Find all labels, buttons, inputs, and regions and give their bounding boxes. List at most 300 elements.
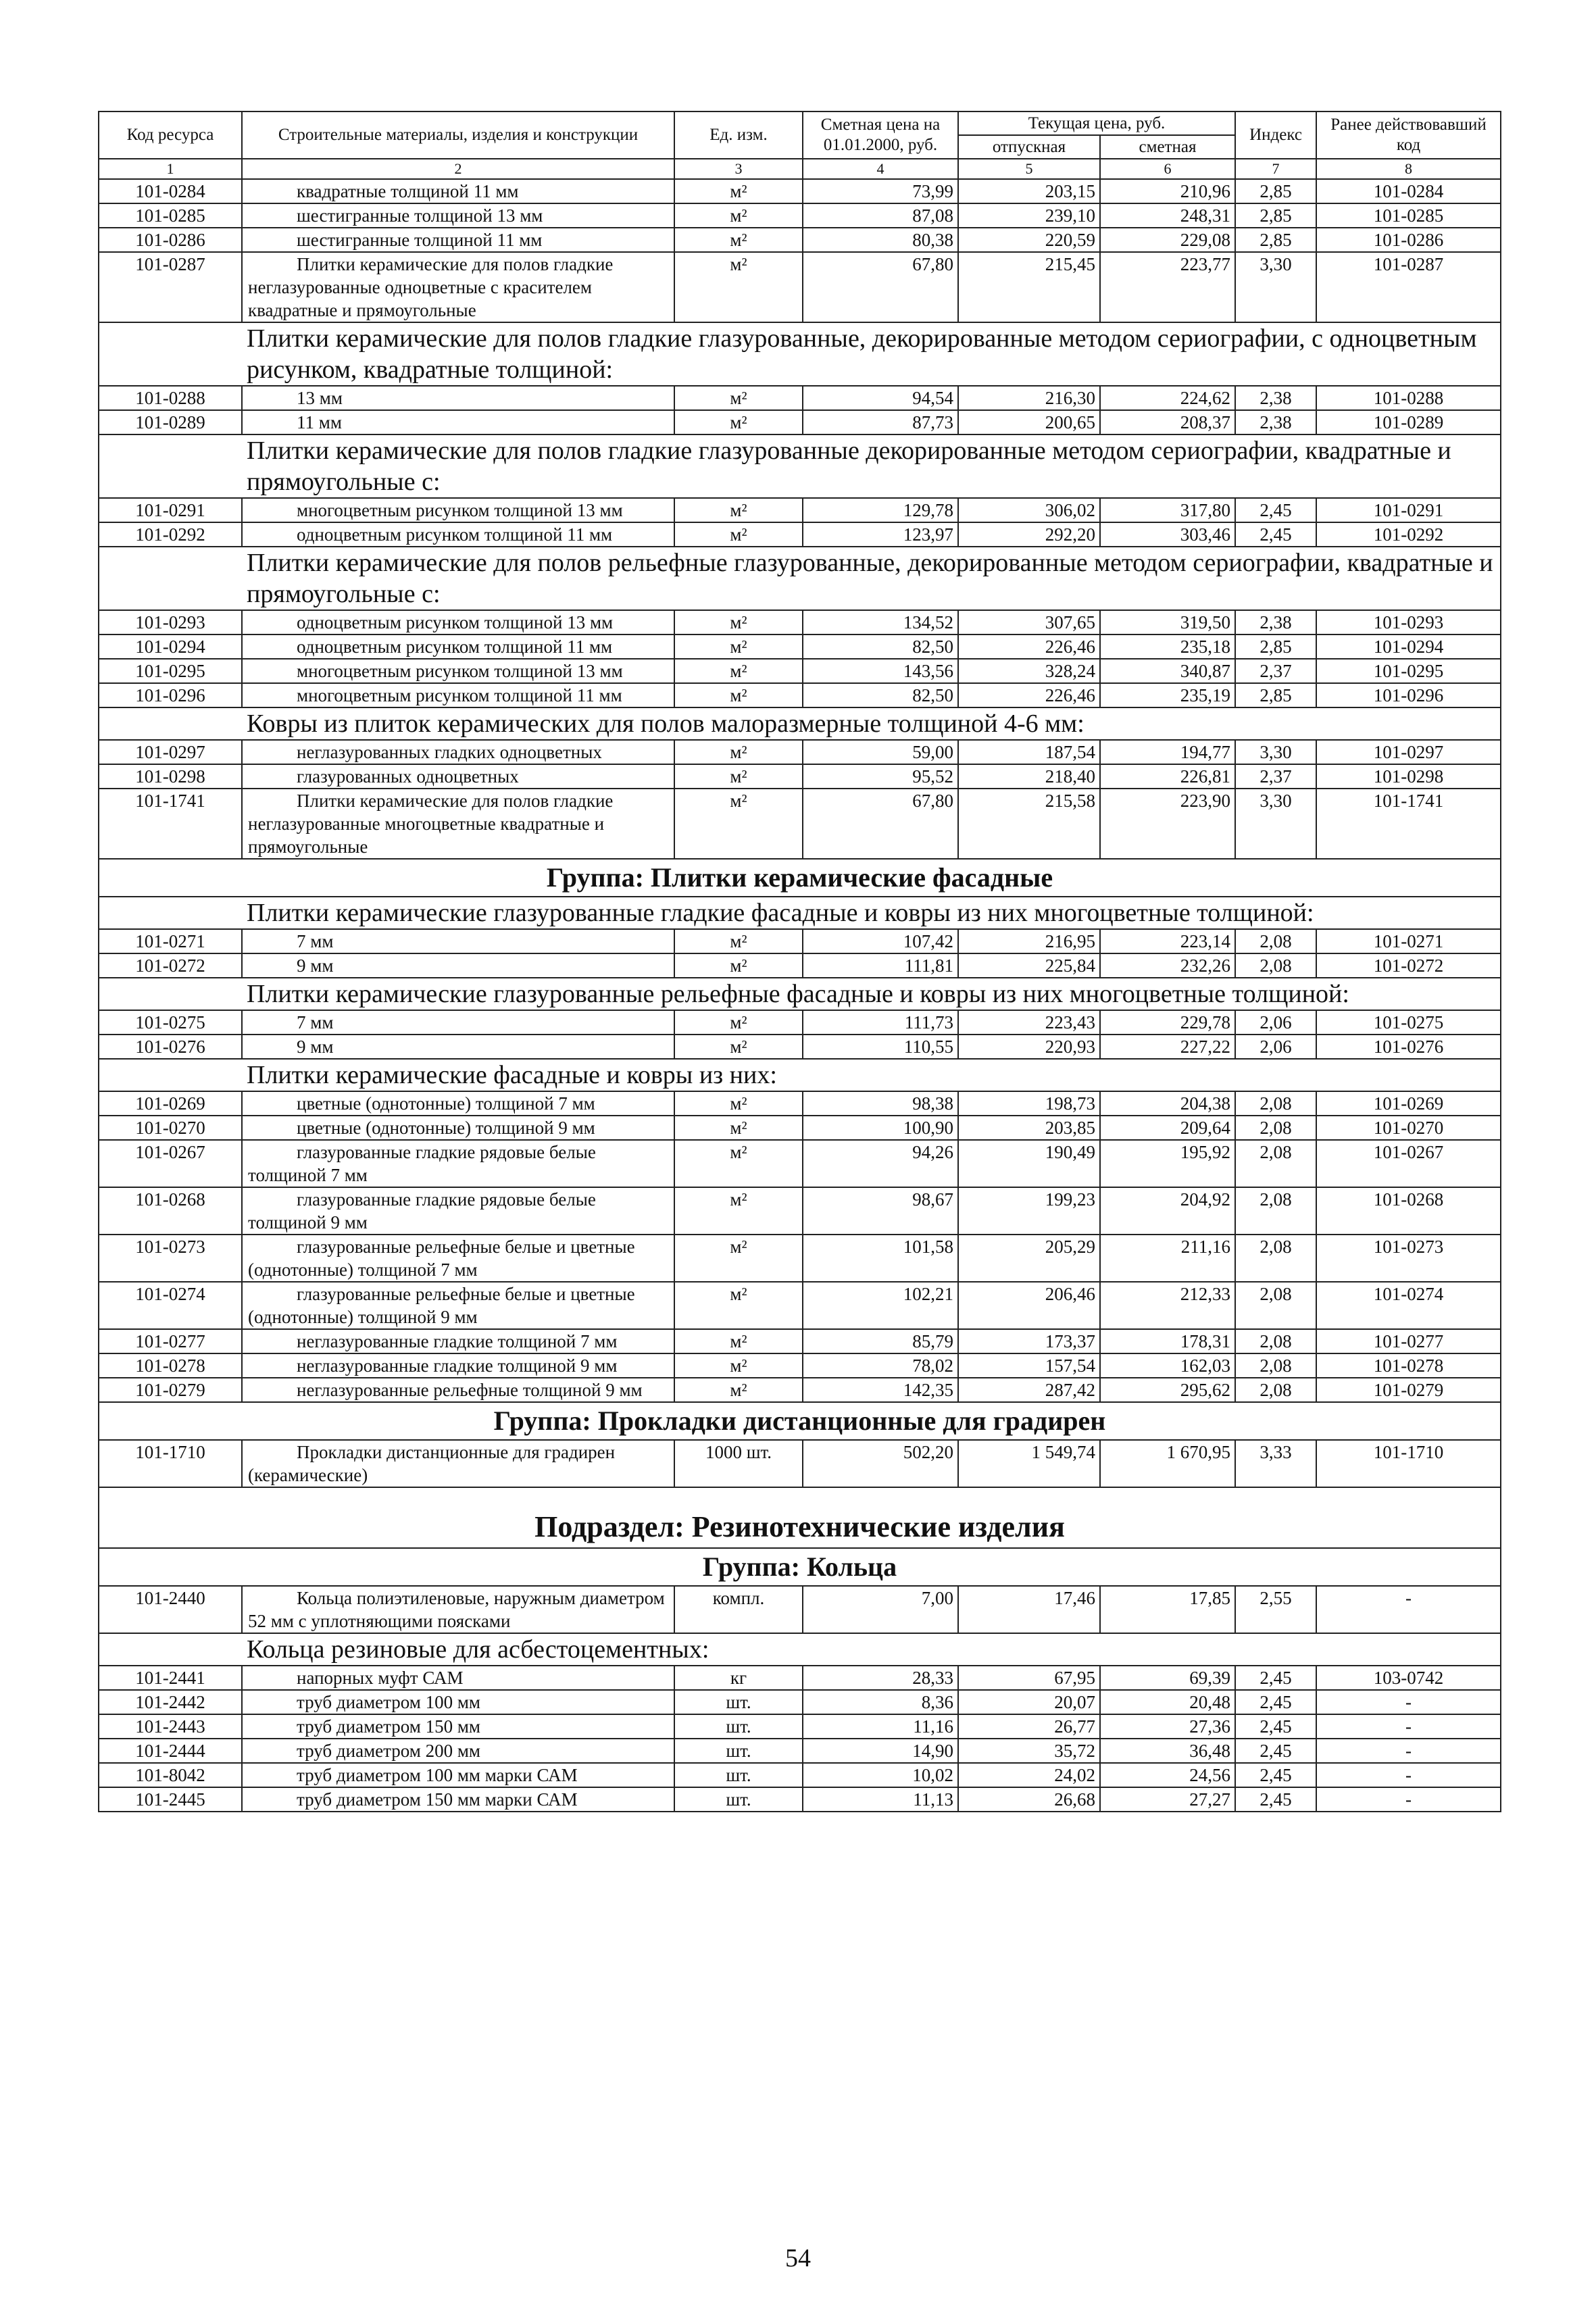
base-price: 8,36 <box>803 1690 958 1714</box>
material-name <box>242 1235 674 1282</box>
material-name-text: многоцветным рисунком толщиной 13 мм <box>297 500 623 520</box>
section-heading-row <box>99 547 1501 610</box>
header-old-code: Ранее действовавший код <box>1316 111 1501 159</box>
price-index: 2,08 <box>1235 1329 1316 1353</box>
old-code: 101-0270 <box>1316 1116 1501 1140</box>
price-index: 2,08 <box>1235 1140 1316 1187</box>
price-index: 2,08 <box>1235 1091 1316 1116</box>
resource-code: 101-0268 <box>99 1187 242 1235</box>
price-index: 3,30 <box>1235 789 1316 859</box>
resource-code: 101-0295 <box>99 659 242 683</box>
sell-price: 187,54 <box>958 740 1100 764</box>
header-sell-price: отпускная <box>958 135 1100 159</box>
material-name <box>242 1440 674 1487</box>
price-index: 2,85 <box>1235 634 1316 659</box>
unit: м² <box>674 1378 803 1402</box>
base-price: 82,50 <box>803 683 958 707</box>
group-heading: Группа: Кольца <box>99 1548 1501 1586</box>
sell-price: 307,65 <box>958 610 1100 634</box>
material-name-text: Кольца полиэтиленовые, наружным диаметром 52 мм с уплотняющими поясками <box>248 1588 665 1631</box>
sell-price: 157,54 <box>958 1353 1100 1378</box>
table-row <box>99 764 1501 789</box>
unit: м² <box>674 764 803 789</box>
price-index: 2,08 <box>1235 1353 1316 1378</box>
base-price: 85,79 <box>803 1329 958 1353</box>
old-code: - <box>1316 1739 1501 1763</box>
header-resource-code: Код ресурса <box>99 111 242 159</box>
table-row <box>99 1690 1501 1714</box>
base-price: 98,38 <box>803 1091 958 1116</box>
table-row <box>99 789 1501 859</box>
price-index: 2,45 <box>1235 1763 1316 1787</box>
unit: м² <box>674 498 803 522</box>
header-index: Индекс <box>1235 111 1316 159</box>
old-code: 101-0292 <box>1316 522 1501 547</box>
material-name-text: неглазурованные рельефные толщиной 9 мм <box>297 1380 643 1400</box>
est-price: 194,77 <box>1100 740 1235 764</box>
sell-price: 220,59 <box>958 228 1100 252</box>
unit: м² <box>674 410 803 434</box>
est-price: 223,14 <box>1100 929 1235 953</box>
sell-price: 216,95 <box>958 929 1100 953</box>
base-price: 10,02 <box>803 1763 958 1787</box>
base-price: 101,58 <box>803 1235 958 1282</box>
price-index: 2,37 <box>1235 764 1316 789</box>
material-name <box>242 953 674 978</box>
est-price: 204,38 <box>1100 1091 1235 1116</box>
est-price: 209,64 <box>1100 1116 1235 1140</box>
base-price: 82,50 <box>803 634 958 659</box>
sell-price: 35,72 <box>958 1739 1100 1763</box>
material-name <box>242 740 674 764</box>
old-code: 101-0274 <box>1316 1282 1501 1329</box>
material-name <box>242 1010 674 1035</box>
est-price: 303,46 <box>1100 522 1235 547</box>
table-row <box>99 1739 1501 1763</box>
column-number: 2 <box>242 159 674 179</box>
sell-price: 26,68 <box>958 1787 1100 1812</box>
unit: м² <box>674 179 803 203</box>
price-index: 2,08 <box>1235 1282 1316 1329</box>
material-name <box>242 203 674 228</box>
unit: м² <box>674 634 803 659</box>
material-name <box>242 789 674 859</box>
sell-price: 220,93 <box>958 1035 1100 1059</box>
resource-code: 101-0286 <box>99 228 242 252</box>
est-price: 178,31 <box>1100 1329 1235 1353</box>
material-name-text: одноцветным рисунком толщиной 11 мм <box>297 637 613 657</box>
section-heading-row <box>99 707 1501 740</box>
sell-price: 20,07 <box>958 1690 1100 1714</box>
resource-code: 101-0275 <box>99 1010 242 1035</box>
resource-code: 101-2444 <box>99 1739 242 1763</box>
material-name <box>242 1666 674 1690</box>
unit: м² <box>674 1353 803 1378</box>
material-name-text: глазурованные гладкие рядовые белые толщиной 7 мм <box>248 1142 596 1185</box>
old-code: - <box>1316 1690 1501 1714</box>
material-name-text: неглазурованные гладкие толщиной 9 мм <box>297 1355 618 1376</box>
material-name <box>242 610 674 634</box>
unit: м² <box>674 203 803 228</box>
sell-price: 216,30 <box>958 386 1100 410</box>
price-index: 2,85 <box>1235 683 1316 707</box>
est-price: 226,81 <box>1100 764 1235 789</box>
est-price: 223,90 <box>1100 789 1235 859</box>
price-index: 2,38 <box>1235 410 1316 434</box>
material-name-text: труб диаметром 100 мм марки САМ <box>297 1765 578 1785</box>
base-price: 28,33 <box>803 1666 958 1690</box>
material-name-text: шестигранные толщиной 13 мм <box>297 205 543 226</box>
base-price: 102,21 <box>803 1282 958 1329</box>
material-name <box>242 1116 674 1140</box>
table-row <box>99 1187 1501 1235</box>
material-name <box>242 1187 674 1235</box>
est-price: 340,87 <box>1100 659 1235 683</box>
sell-price: 218,40 <box>958 764 1100 789</box>
material-name-text: Плитки керамические для полов гладкие неглазурованные одноцветные с красителем квадратные и прямоугольные <box>248 254 614 320</box>
base-price: 59,00 <box>803 740 958 764</box>
price-index: 2,45 <box>1235 1666 1316 1690</box>
old-code: - <box>1316 1787 1501 1812</box>
material-name-text: 9 мм <box>297 1037 334 1057</box>
material-name-text: труб диаметром 150 мм <box>297 1716 481 1737</box>
table-row <box>99 929 1501 953</box>
price-table-sheet <box>98 111 1500 1812</box>
unit: м² <box>674 1035 803 1059</box>
material-name <box>242 1140 674 1187</box>
base-price: 143,56 <box>803 659 958 683</box>
subsection-heading: Подраздел: Резинотехнические изделия <box>99 1487 1501 1548</box>
column-number: 7 <box>1235 159 1316 179</box>
base-price: 14,90 <box>803 1739 958 1763</box>
old-code: 101-0298 <box>1316 764 1501 789</box>
material-name <box>242 228 674 252</box>
base-price: 142,35 <box>803 1378 958 1402</box>
header-materials: Строительные материалы, изделия и конструкции <box>242 111 674 159</box>
base-price: 73,99 <box>803 179 958 203</box>
est-price: 27,27 <box>1100 1787 1235 1812</box>
old-code: 101-0272 <box>1316 953 1501 978</box>
header-est-price: сметная <box>1100 135 1235 159</box>
table-row <box>99 498 1501 522</box>
section-heading-row <box>99 897 1501 929</box>
unit: шт. <box>674 1714 803 1739</box>
est-price: 227,22 <box>1100 1035 1235 1059</box>
resource-code: 101-0273 <box>99 1235 242 1282</box>
table-row <box>99 1714 1501 1739</box>
column-number: 8 <box>1316 159 1501 179</box>
price-index: 2,06 <box>1235 1010 1316 1035</box>
old-code: 101-0267 <box>1316 1140 1501 1187</box>
material-name-text: цветные (однотонные) толщиной 9 мм <box>297 1118 595 1138</box>
sell-price: 292,20 <box>958 522 1100 547</box>
unit: м² <box>674 522 803 547</box>
material-name <box>242 1763 674 1787</box>
sell-price: 17,46 <box>958 1586 1100 1633</box>
price-index: 3,33 <box>1235 1440 1316 1487</box>
table-row <box>99 1440 1501 1487</box>
table-row <box>99 1666 1501 1690</box>
unit: м² <box>674 929 803 953</box>
est-price: 195,92 <box>1100 1140 1235 1187</box>
column-number: 5 <box>958 159 1100 179</box>
section-heading-row <box>99 978 1501 1010</box>
old-code: 101-0291 <box>1316 498 1501 522</box>
table-row <box>99 953 1501 978</box>
est-price: 27,36 <box>1100 1714 1235 1739</box>
price-index: 2,45 <box>1235 1690 1316 1714</box>
base-price: 98,67 <box>803 1187 958 1235</box>
old-code: 101-0296 <box>1316 683 1501 707</box>
est-price: 235,18 <box>1100 634 1235 659</box>
unit: м² <box>674 1329 803 1353</box>
unit: м² <box>674 1187 803 1235</box>
sell-price: 203,15 <box>958 179 1100 203</box>
resource-code: 101-0267 <box>99 1140 242 1187</box>
resource-code: 101-0291 <box>99 498 242 522</box>
resource-code: 101-0297 <box>99 740 242 764</box>
material-name-text: шестигранные толщиной 11 мм <box>297 230 543 250</box>
base-price: 67,80 <box>803 252 958 322</box>
table-row <box>99 1140 1501 1187</box>
resource-code: 101-0287 <box>99 252 242 322</box>
sell-price: 206,46 <box>958 1282 1100 1329</box>
price-index: 2,45 <box>1235 522 1316 547</box>
material-name-text: Прокладки дистанционные для градирен (керамические) <box>248 1442 616 1485</box>
sell-price: 173,37 <box>958 1329 1100 1353</box>
price-index: 2,06 <box>1235 1035 1316 1059</box>
base-price: 134,52 <box>803 610 958 634</box>
header-current-price: Текущая цена, руб. <box>958 111 1235 135</box>
material-name <box>242 764 674 789</box>
sell-price: 190,49 <box>958 1140 1100 1187</box>
unit: м² <box>674 1010 803 1035</box>
material-name-text: глазурованных одноцветных <box>297 766 519 787</box>
est-price: 224,62 <box>1100 386 1235 410</box>
unit: м² <box>674 953 803 978</box>
est-price: 69,39 <box>1100 1666 1235 1690</box>
sell-price: 1 549,74 <box>958 1440 1100 1487</box>
base-price: 7,00 <box>803 1586 958 1633</box>
sell-price: 203,85 <box>958 1116 1100 1140</box>
table-row <box>99 522 1501 547</box>
resource-code: 101-2442 <box>99 1690 242 1714</box>
base-price: 110,55 <box>803 1035 958 1059</box>
section-heading: Плитки керамические глазурованные гладкие фасадные и ковры из них многоцветные толщиной: <box>99 897 1501 929</box>
price-index: 2,85 <box>1235 179 1316 203</box>
section-heading: Плитки керамические фасадные и ковры из них: <box>99 1059 1501 1091</box>
resource-code: 101-0294 <box>99 634 242 659</box>
est-price: 212,33 <box>1100 1282 1235 1329</box>
sell-price: 287,42 <box>958 1378 1100 1402</box>
material-name-text: 7 мм <box>297 931 334 951</box>
price-index: 2,45 <box>1235 1739 1316 1763</box>
old-code: 101-0286 <box>1316 228 1501 252</box>
unit: м² <box>674 386 803 410</box>
old-code: 101-0269 <box>1316 1091 1501 1116</box>
price-index: 3,30 <box>1235 252 1316 322</box>
table-row <box>99 1787 1501 1812</box>
est-price: 223,77 <box>1100 252 1235 322</box>
old-code: - <box>1316 1586 1501 1633</box>
resource-code: 101-2441 <box>99 1666 242 1690</box>
table-row <box>99 203 1501 228</box>
old-code: 101-0297 <box>1316 740 1501 764</box>
group-heading: Группа: Прокладки дистанционные для градирен <box>99 1402 1501 1440</box>
resource-code: 101-0272 <box>99 953 242 978</box>
material-name <box>242 1329 674 1353</box>
column-number: 6 <box>1100 159 1235 179</box>
unit: м² <box>674 252 803 322</box>
price-index: 2,08 <box>1235 953 1316 978</box>
base-price: 11,16 <box>803 1714 958 1739</box>
base-price: 87,73 <box>803 410 958 434</box>
section-heading-row <box>99 1059 1501 1091</box>
base-price: 87,08 <box>803 203 958 228</box>
unit: кг <box>674 1666 803 1690</box>
resource-code: 101-0269 <box>99 1091 242 1116</box>
material-name <box>242 179 674 203</box>
table-row <box>99 1116 1501 1140</box>
material-name-text: 9 мм <box>297 955 334 976</box>
material-name <box>242 1586 674 1633</box>
base-price: 78,02 <box>803 1353 958 1378</box>
resource-code: 101-0274 <box>99 1282 242 1329</box>
sell-price: 205,29 <box>958 1235 1100 1282</box>
resource-code: 101-0276 <box>99 1035 242 1059</box>
section-heading: Плитки керамические для полов гладкие глазурованные, декорированные методом сериографии, с одноцветным рисунком, квадратные толщиной: <box>99 322 1501 386</box>
old-code: - <box>1316 1763 1501 1787</box>
section-heading: Плитки керамические для полов рельефные глазурованные, декорированные методом сериографии, квадратные и прямоугольные с: <box>99 547 1501 610</box>
resource-code: 101-0284 <box>99 179 242 203</box>
old-code: 101-0295 <box>1316 659 1501 683</box>
material-name-text: 7 мм <box>297 1012 334 1032</box>
section-heading-row <box>99 322 1501 386</box>
section-heading-row <box>99 434 1501 498</box>
material-name-text: цветные (однотонные) толщиной 7 мм <box>297 1093 595 1114</box>
est-price: 36,48 <box>1100 1739 1235 1763</box>
unit: м² <box>674 683 803 707</box>
table-row <box>99 1282 1501 1329</box>
est-price: 208,37 <box>1100 410 1235 434</box>
sell-price: 306,02 <box>958 498 1100 522</box>
material-name-text: глазурованные рельефные белые и цветные (однотонные) толщиной 7 мм <box>248 1237 635 1280</box>
material-name <box>242 1091 674 1116</box>
material-name-text: одноцветным рисунком толщиной 13 мм <box>297 612 614 632</box>
resource-code: 101-8042 <box>99 1763 242 1787</box>
table-row <box>99 659 1501 683</box>
table-row <box>99 1353 1501 1378</box>
material-name-text: труб диаметром 200 мм <box>297 1741 481 1761</box>
old-code: 101-1710 <box>1316 1440 1501 1487</box>
table-row <box>99 740 1501 764</box>
est-price: 210,96 <box>1100 179 1235 203</box>
price-index: 2,37 <box>1235 659 1316 683</box>
material-name-text: одноцветным рисунком толщиной 11 мм <box>297 524 613 545</box>
est-price: 1 670,95 <box>1100 1440 1235 1487</box>
table-row <box>99 252 1501 322</box>
table-row <box>99 1010 1501 1035</box>
resource-code: 101-0296 <box>99 683 242 707</box>
base-price: 111,73 <box>803 1010 958 1035</box>
unit: шт. <box>674 1763 803 1787</box>
est-price: 211,16 <box>1100 1235 1235 1282</box>
material-name-text: напорных муфт САМ <box>297 1668 464 1688</box>
material-name-text: труб диаметром 150 мм марки САМ <box>297 1789 578 1810</box>
est-price: 248,31 <box>1100 203 1235 228</box>
material-name <box>242 522 674 547</box>
sell-price: 200,65 <box>958 410 1100 434</box>
table-row <box>99 1329 1501 1353</box>
column-number: 3 <box>674 159 803 179</box>
material-name-text: 13 мм <box>297 388 343 408</box>
table-row <box>99 1378 1501 1402</box>
column-number: 4 <box>803 159 958 179</box>
resource-code: 101-1710 <box>99 1440 242 1487</box>
resource-code: 101-1741 <box>99 789 242 859</box>
group-heading-row <box>99 1402 1501 1440</box>
material-name <box>242 929 674 953</box>
price-index: 2,08 <box>1235 929 1316 953</box>
section-heading: Ковры из плиток керамических для полов малоразмерные толщиной 4-6 мм: <box>99 707 1501 740</box>
table-row <box>99 610 1501 634</box>
est-price: 229,08 <box>1100 228 1235 252</box>
old-code: 101-0287 <box>1316 252 1501 322</box>
unit: м² <box>674 1116 803 1140</box>
column-number: 1 <box>99 159 242 179</box>
section-heading: Плитки керамические для полов гладкие глазурованные декорированные методом сериографии, квадратные и прямоугольные с: <box>99 434 1501 498</box>
price-index: 2,85 <box>1235 203 1316 228</box>
section-heading: Кольца резиновые для асбестоцементных: <box>99 1633 1501 1666</box>
base-price: 502,20 <box>803 1440 958 1487</box>
unit: м² <box>674 1091 803 1116</box>
resource-code: 101-0277 <box>99 1329 242 1353</box>
base-price: 111,81 <box>803 953 958 978</box>
old-code: 101-0268 <box>1316 1187 1501 1235</box>
material-name-text: труб диаметром 100 мм <box>297 1692 481 1712</box>
group-heading-row <box>99 1548 1501 1586</box>
material-name <box>242 1787 674 1812</box>
old-code: 101-0276 <box>1316 1035 1501 1059</box>
sell-price: 225,84 <box>958 953 1100 978</box>
old-code: 101-0288 <box>1316 386 1501 410</box>
old-code: 101-1741 <box>1316 789 1501 859</box>
material-name-text: глазурованные рельефные белые и цветные (однотонные) толщиной 9 мм <box>248 1284 635 1327</box>
material-name-text: Плитки керамические для полов гладкие неглазурованные многоцветные квадратные и прямоугольные <box>248 791 614 857</box>
table-row <box>99 1035 1501 1059</box>
est-price: 24,56 <box>1100 1763 1235 1787</box>
old-code: 101-0285 <box>1316 203 1501 228</box>
sell-price: 239,10 <box>958 203 1100 228</box>
est-price: 17,85 <box>1100 1586 1235 1633</box>
material-name-text: неглазурованные гладкие толщиной 7 мм <box>297 1331 618 1351</box>
price-index: 2,38 <box>1235 386 1316 410</box>
sell-price: 198,73 <box>958 1091 1100 1116</box>
price-index: 2,08 <box>1235 1116 1316 1140</box>
old-code: 101-0289 <box>1316 410 1501 434</box>
material-name-text: неглазурованных гладких одноцветных <box>297 742 602 762</box>
base-price: 123,97 <box>803 522 958 547</box>
resource-code: 101-0288 <box>99 386 242 410</box>
base-price: 11,13 <box>803 1787 958 1812</box>
unit: м² <box>674 740 803 764</box>
unit: м² <box>674 659 803 683</box>
resource-code: 101-0292 <box>99 522 242 547</box>
material-name <box>242 410 674 434</box>
est-price: 162,03 <box>1100 1353 1235 1378</box>
resource-code: 101-0270 <box>99 1116 242 1140</box>
unit: м² <box>674 1140 803 1187</box>
